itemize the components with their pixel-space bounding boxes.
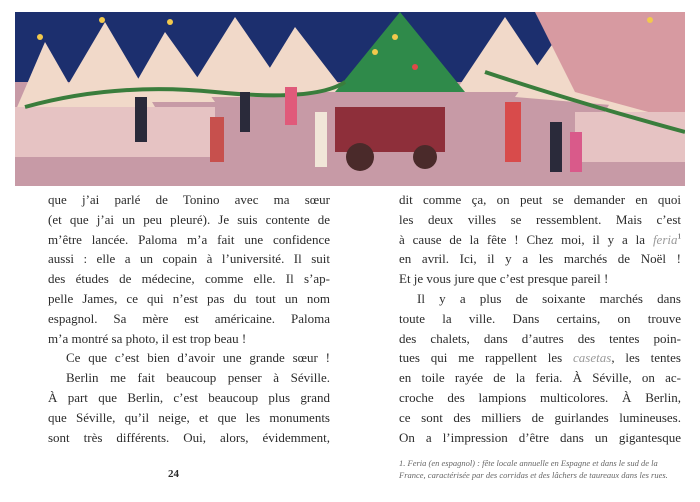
christmas-market-illustration (15, 12, 685, 186)
text-line (399, 348, 681, 368)
text-line: que j’ai parlé de Tonino avec ma sœur (48, 192, 330, 207)
text-line: dit comme ça, on peut se demander en quoi (399, 192, 681, 207)
text-line: que Séville, qu’il neige, et que les monuments (48, 409, 330, 425)
page-number: 24 (168, 468, 179, 480)
footnote: 1. Feria (en espagnol) : fête locale annuelle en Espagne et dans le sud de la France, caractérisée par des corridas et des lâchers de taureaux dans les rues. (399, 458, 668, 480)
text-line: toute la ville. Dans certains, on trouve (399, 310, 681, 326)
right-column (399, 190, 681, 447)
footnote-ref[interactable]: 1 (677, 232, 681, 241)
text-line: Ce que c’est bien d’avoir une grande sœur ! (66, 350, 330, 366)
text-line: (et que j’ai un peu pleuré). Je suis contente de (48, 211, 330, 227)
feria-term: feria (652, 231, 678, 247)
text-line (399, 230, 681, 250)
text-line: Berlin me fait beaucoup penser à Séville. (66, 370, 330, 386)
text-line: espagnol. Sa mère est américaine. Paloma (48, 310, 330, 326)
text-line: les deux villes se ressemblent. Mais c’est (399, 211, 681, 227)
casetas-term: casetas (573, 350, 612, 366)
text-line: m’être lancée. Paloma m’a fait une confidence (48, 231, 330, 247)
text-line: sont très différents. Oui, alors, évidemment, (48, 429, 330, 445)
text-line: des études de médecine, comme elle. Il s’ap- (48, 271, 330, 287)
text-line: pelle James, ce qui n’est pas du tout un nom (48, 290, 330, 306)
text-line: Il y a plus de soixante marchés dans (417, 290, 681, 306)
stall-left (15, 107, 215, 157)
left-column (48, 190, 330, 447)
text-line: en toile rayée de la feria. À Séville, on ac- (399, 370, 681, 386)
text-line: croche des lampions multicolores. À Berlin, (399, 389, 681, 405)
text-line: en avril. Ici, il y a les marchés de Noël ! (399, 251, 681, 267)
text-span: , les tentes (611, 350, 681, 366)
text-line: aussi : elle a un copain à l’université. Il suit (48, 251, 330, 267)
text-span: à cause de la fête ! Chez moi, il y a la (399, 231, 653, 247)
stall-right (575, 112, 685, 162)
text-line: des chalets, dans d’autres des tentes poin- (399, 330, 681, 346)
text-line: À part que Berlin, c’est beaucoup plus grand (48, 389, 330, 405)
text-line: On a l’impression d’être dans un gigantesque (399, 429, 681, 445)
text-line: m’a montré sa photo, il est trop beau ! (48, 330, 247, 346)
text-span: tues qui me rappellent les (399, 350, 574, 366)
text-line: Et je vous jure que c’est presque pareil ! (399, 271, 609, 287)
text-line: ce sont des milliers de guirlandes lumineuses. (399, 409, 681, 425)
